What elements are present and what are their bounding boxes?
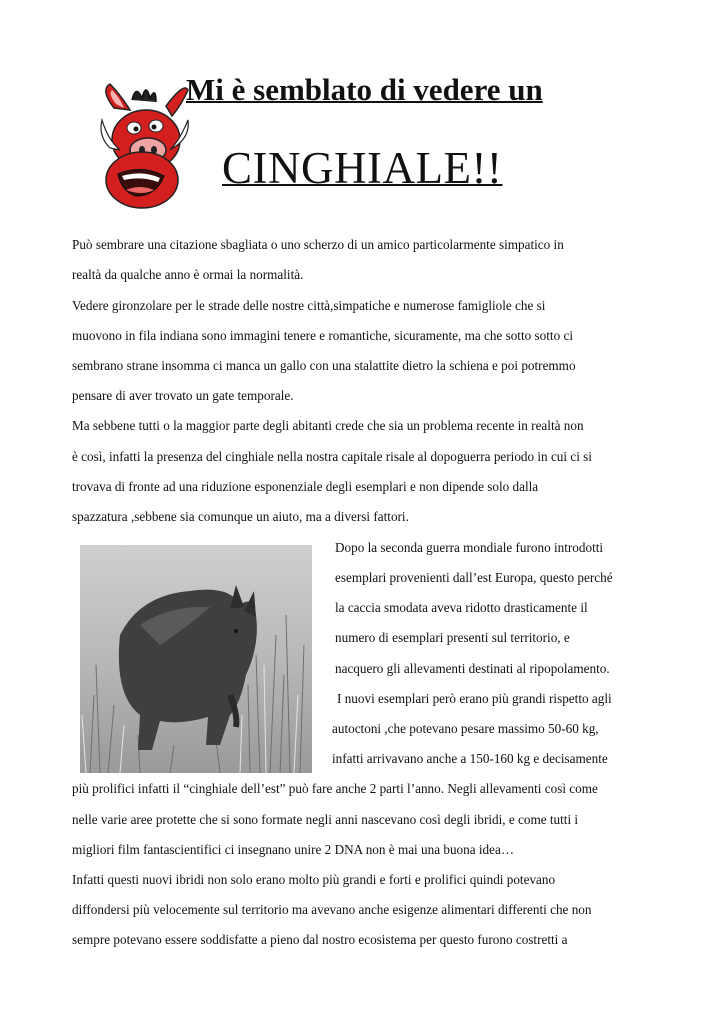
text-line: spazzatura ,sebbene sia comunque un aiuto, ma a diversi fattori. (72, 509, 409, 524)
title-line-2: CINGHIALE!! (222, 143, 503, 193)
text-line: muovono in fila indiana sono immagini tenere e romantiche, sicuramente, ma che sotto sotto ci (72, 328, 573, 343)
text-line: sembrano strane insomma ci manca un gallo con una stalattite dietro la schiena e poi potremmo (72, 358, 576, 373)
text-line: autoctoni ,che potevano pesare massimo 50-60 kg, (332, 721, 599, 736)
text-line: numero di esemplari presenti sul territorio, e (335, 630, 570, 645)
text-line: esemplari provenienti dall’est Europa, questo perché (335, 570, 613, 585)
text-line: sempre potevano essere soddisfatte a pieno dal nostro ecosistema per questo furono costretti a (72, 932, 568, 947)
title-line-1: Mi è semblato di vedere un (186, 72, 543, 107)
text-line: Infatti questi nuovi ibridi non solo erano molto più grandi e forti e prolifici quindi potevano (72, 872, 556, 887)
text-line: Vedere gironzolare per le strade delle nostre città,simpatiche e numerose famigliole che si (72, 298, 546, 313)
text-line: infatti arrivavano anche a 150-160 kg e decisamente (332, 751, 608, 766)
text-line: più prolifici infatti il “cinghiale dell’est” può fare anche 2 parti l’anno. Negli allevamenti così come (72, 781, 598, 796)
cartoon-boar-icon (96, 80, 192, 210)
text-line: è così, infatti la presenza del cinghiale nella nostra capitale risale al dopoguerra periodo in cui ci si (72, 449, 592, 464)
text-line: nelle varie aree protette che si sono formate negli anni nascevano così degli ibridi, e come tutti i (72, 812, 579, 827)
text-line: Può sembrare una citazione sbagliata o uno scherzo di un amico particolarmente simpatico in (72, 237, 564, 252)
text-line: realtà da qualche anno è ormai la normalità. (72, 267, 304, 282)
text-line: Dopo la seconda guerra mondiale furono introdotti (335, 540, 604, 555)
wild-boar-photo (80, 545, 312, 773)
text-line: I nuovi esemplari però erano più grandi rispetto agli (337, 691, 612, 706)
text-line: trovava di fronte ad una riduzione esponenziale degli esemplari e non dipende solo dalla (72, 479, 539, 494)
text-line: pensare di aver trovato un gate temporale. (72, 388, 294, 403)
text-line: Ma sebbene tutti o la maggior parte degli abitanti crede che sia un problema recente in realtà non (72, 418, 584, 433)
text-line: diffondersi più velocemente sul territorio ma avevano anche esigenze alimentari differenti che non (72, 902, 592, 917)
text-line: migliori film fantascientifici ci insegnano unire 2 DNA non è mai una buona idea… (72, 842, 515, 857)
text-line: la caccia smodata aveva ridotto drasticamente il (335, 600, 588, 615)
text-line: nacquero gli allevamenti destinati al ripopolamento. (335, 661, 610, 676)
